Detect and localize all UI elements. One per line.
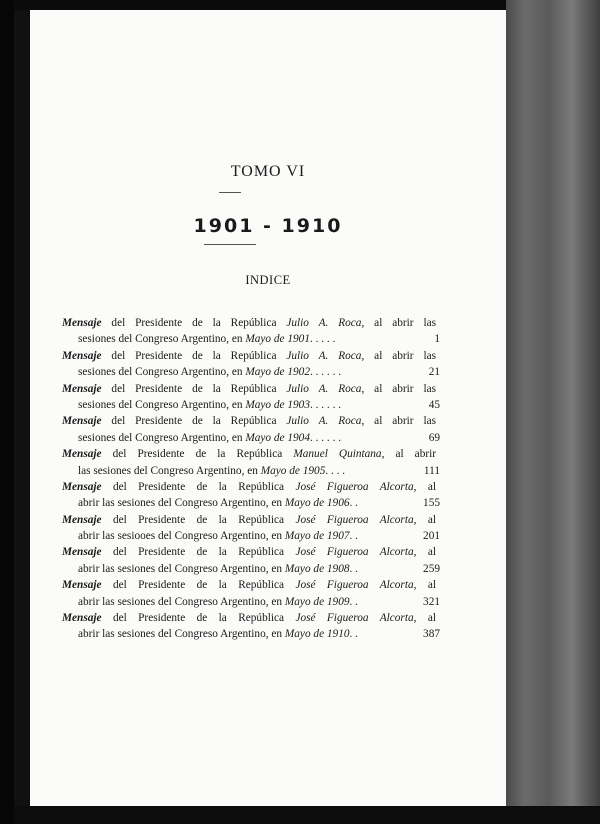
entry-continuation-line <box>62 397 440 413</box>
entry-continuation-line <box>62 331 440 347</box>
entry-text-segment: Manuel Quintana <box>293 448 382 461</box>
entry-title-line <box>62 479 436 495</box>
entry-text-segment: . . <box>349 595 358 608</box>
document-page <box>30 10 506 806</box>
entry-text-segment: . . . . . <box>309 333 336 346</box>
entry-text-segment: del Presidente de la República <box>101 448 294 461</box>
entry-text-segment: del Presidente de la República <box>101 612 296 625</box>
index-entry <box>62 446 440 479</box>
entry-text-segment: del Presidente de la República <box>101 546 296 559</box>
index-entry <box>62 544 440 577</box>
entry-text-segment: abrir las sesiones del Congreso Argentino, en <box>78 562 285 575</box>
entry-text-segment: abrir las sesiones del Congreso Argentino, en <box>78 595 285 608</box>
entry-continuation-line <box>62 594 440 610</box>
index-entry <box>62 610 440 643</box>
entry-text-segment: Mensaje <box>62 317 102 329</box>
entry-text-segment: , al <box>413 480 437 493</box>
book-spine-edge <box>506 0 600 824</box>
entry-text-segment: Julio A. Roca <box>286 349 362 362</box>
entry-page-number: 69 <box>428 431 440 444</box>
entry-text-segment: Mayo de 1908 <box>284 562 350 575</box>
year-range-heading: 1901 - 1910 <box>193 215 343 237</box>
index-entry <box>62 381 440 414</box>
entry-title-line <box>62 381 436 397</box>
volume-heading: TOMO VI <box>230 163 306 180</box>
entry-page-number: 111 <box>423 464 440 477</box>
entry-title-line <box>62 544 436 560</box>
entry-text-segment: . . . . . . <box>309 366 342 379</box>
entry-text-segment: Mensaje <box>62 480 102 493</box>
entry-text-segment: Mensaje <box>62 546 102 559</box>
entry-text-segment: José Figueroa Alcorta <box>295 480 414 493</box>
entry-text-segment: , al abrir <box>381 448 437 461</box>
entry-text-segment: . . <box>349 562 358 575</box>
entry-text-segment: José Figueroa Alcorta <box>295 546 414 559</box>
entry-text-segment: del Presidente de la República <box>101 579 296 592</box>
entry-page-number: 201 <box>423 530 440 543</box>
entry-text-segment: sesiones del Congreso Argentino, en <box>78 431 246 444</box>
entry-title-line <box>62 446 436 462</box>
entry-text-segment: José Figueroa Alcorta <box>295 513 414 526</box>
entry-text-segment: , al <box>413 546 437 559</box>
index-entry <box>62 348 440 381</box>
entry-text-segment: , al <box>413 579 437 592</box>
entry-text-segment: . . <box>349 628 358 641</box>
entry-text-segment: . . <box>349 497 358 510</box>
entry-text-segment: Mensaje <box>62 349 102 362</box>
entry-text-segment: , al abrir las <box>361 382 436 395</box>
entry-text-segment: abrir las sesiooes del Congreso Argentino, en <box>78 530 285 543</box>
entry-text-segment: abrir las sesiones del Congreso Argentino, en <box>78 628 285 641</box>
entry-text-segment: del Presidente de la República <box>101 382 287 395</box>
entry-text-segment: . . . . . . <box>309 398 342 411</box>
entry-continuation-line <box>62 626 440 642</box>
index-entry <box>62 577 440 610</box>
entry-text-segment: Mayo de 1910 <box>284 628 350 641</box>
entry-continuation-line <box>62 495 440 511</box>
entry-text-segment: Mensaje <box>62 382 102 395</box>
entry-continuation-line <box>62 463 440 479</box>
entry-text-segment: Julio A. Roca <box>286 415 362 428</box>
entry-text-segment: sesiones del Congreso Argentino, en <box>78 398 246 411</box>
entry-text-segment: Julio A. Roca <box>286 382 362 395</box>
index-title: INDICE <box>245 273 291 287</box>
entry-title-line <box>62 577 436 593</box>
entry-text-segment: . . <box>349 530 358 543</box>
entry-text-segment: José Figueroa Alcorta <box>295 579 414 592</box>
entry-text-segment: del Presidente de la República <box>101 480 296 493</box>
index-entry <box>62 315 440 348</box>
entry-continuation-line <box>62 561 440 577</box>
entry-text-segment: Mayo de 1907 <box>284 530 350 543</box>
entry-text-segment: Mayo de 1905 <box>260 464 326 477</box>
index-entry <box>62 479 440 512</box>
entry-page-number: 155 <box>423 497 440 510</box>
entry-text-segment: . . . . . . <box>309 431 342 444</box>
entry-text-segment: Mayo de 1902 <box>245 366 310 379</box>
bottom-scan-edge <box>14 806 600 824</box>
entry-text-segment: sesiones del Congreso Argentino, en <box>78 366 246 379</box>
entry-text-segment: las sesiones del Congreso Argentino, en <box>78 464 261 477</box>
entry-text-segment: , al <box>413 513 437 526</box>
index-entry <box>62 512 440 545</box>
entry-title-line <box>62 348 436 364</box>
entry-page-number: 1 <box>434 333 440 346</box>
year-divider <box>204 244 256 245</box>
entry-page-number: 21 <box>428 366 440 379</box>
entry-page-number: 259 <box>423 562 440 575</box>
entry-text-segment: Mensaje <box>62 579 102 592</box>
entry-text-segment: Mensaje <box>62 612 102 625</box>
entry-text-segment: . . . . <box>325 464 346 477</box>
entry-page-number: 321 <box>423 595 440 608</box>
entry-text-segment: Mensaje <box>62 415 102 428</box>
entry-text-segment: Mayo de 1903 <box>245 398 310 411</box>
entry-text-segment: abrir las sesiones del Congreso Argentino, en <box>78 497 285 510</box>
entry-title-line <box>62 512 436 528</box>
entry-text-segment: , al abrir las <box>361 349 436 362</box>
entry-title-line <box>62 413 436 429</box>
entry-text-segment: sesiones del Congreso Argentino, en <box>78 333 246 346</box>
entry-text-segment: Mensaje <box>62 513 102 526</box>
entry-text-segment: del Presidente de la República <box>101 317 287 329</box>
entry-continuation-line <box>62 430 440 446</box>
index-entries <box>62 315 440 643</box>
entry-text-segment: Mayo de 1909 <box>284 595 350 608</box>
entry-page-number: 387 <box>423 628 440 641</box>
entry-text-segment: Mensaje <box>62 448 102 461</box>
entry-text-segment: , al abrir las <box>361 317 436 329</box>
index-entry <box>62 413 440 446</box>
entry-page-number: 45 <box>428 398 440 411</box>
entry-text-segment: Julio A. Roca <box>286 317 362 329</box>
entry-text-segment: del Presidente de la República <box>101 349 287 362</box>
entry-continuation-line <box>62 364 440 380</box>
entry-text-segment: del Presidente de la República <box>101 513 296 526</box>
entry-text-segment: José Figueroa Alcorta <box>295 612 414 625</box>
entry-continuation-line <box>62 528 440 544</box>
entry-text-segment: del Presidente de la República <box>101 415 287 428</box>
entry-title-line <box>62 610 436 626</box>
heading-divider <box>219 192 241 193</box>
entry-text-segment: , al <box>413 612 437 625</box>
entry-text-segment: Mayo de 1901 <box>245 333 310 346</box>
entry-title-line <box>62 315 436 331</box>
entry-text-segment: Mayo de 1906 <box>284 497 350 510</box>
entry-text-segment: , al abrir las <box>361 415 436 428</box>
entry-text-segment: Mayo de 1904 <box>245 431 310 444</box>
